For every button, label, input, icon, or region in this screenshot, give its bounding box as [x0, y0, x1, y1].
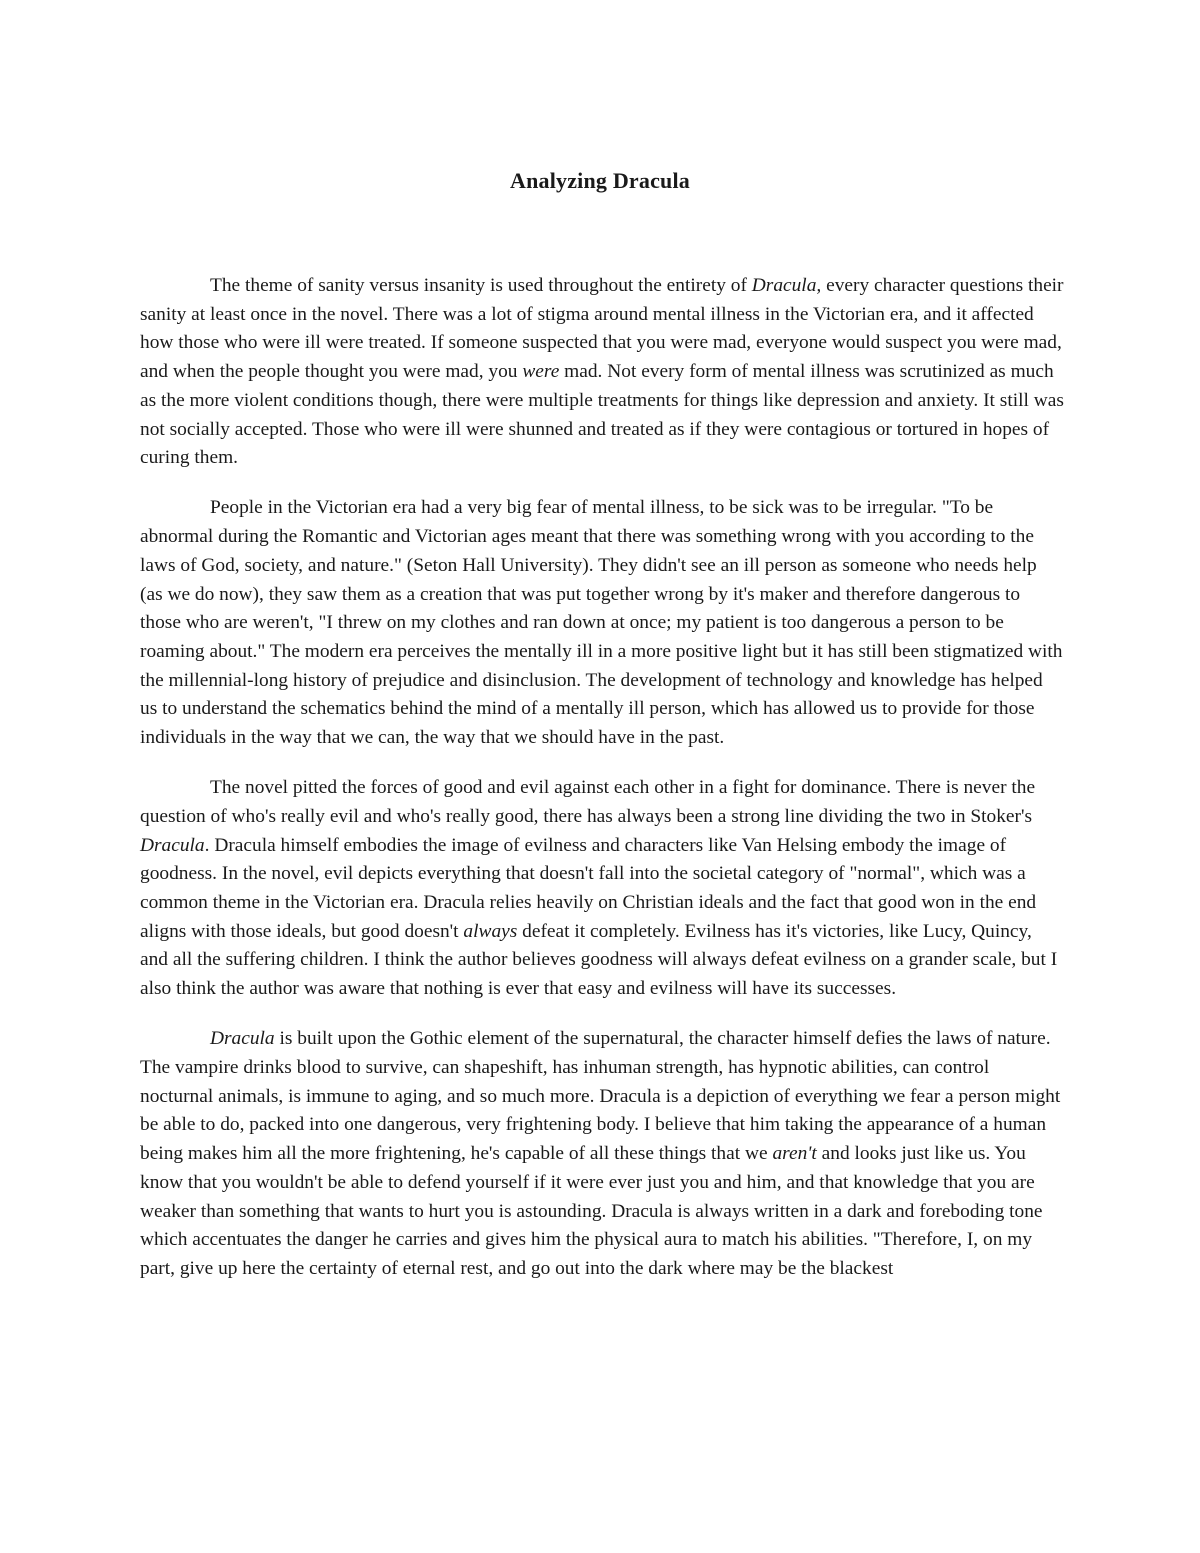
- text-run: and looks just like us. You know that you wouldn't be able to defend yourself if it were ever just you and him, and that knowledge that you are weaker than something that wants to hurt you is astounding. Dracula is always written in a dark and foreboding tone which accentuates the danger he carries and gives him the physical aura to match his abilities. "Therefore, I, on my part, give up here the certainty of eternal rest, and go out into the dark where may be the blackest: [140, 1143, 1043, 1279]
- paragraph-2: [140, 494, 1064, 752]
- paragraph-1: [140, 272, 1064, 473]
- text-run: every character questions their sanity at least once in the novel. There was a lot of stigma around mental illness in the Victorian era, and it affected how those who were ill were treated. If someone suspected that you were mad, everyone would suspect you were mad, and when the people thought you were mad, you: [140, 275, 1064, 383]
- italic-text-run: always: [463, 920, 518, 942]
- document-body: [140, 272, 1064, 1305]
- document-title: Analyzing Dracula: [509, 168, 690, 193]
- text-run: is built upon the Gothic element of the supernatural, the character himself defies the laws of nature. The vampire drinks blood to survive, can shapeshift, has inhuman strength, has hypnotic abilities, can control nocturnal animals, is immune to aging, and so much more. Dracula is a depiction of everything we fear a person might be able to do, packed into one dangerous, very frightening body. I believe that him taking the appearance of a human being makes him all the more frightening, he's capable of all these things that we: [140, 1028, 1061, 1165]
- italic-text-run: Dracula: [140, 834, 205, 856]
- italic-text-run: aren't: [772, 1143, 817, 1165]
- text-run: The novel pitted the forces of good and evil against each other in a fight for dominance. There is never the question of who's really evil and who's really good, there has always been a strong line dividing the two in Stoker's: [140, 777, 1036, 827]
- text-run: People in the Victorian era had a very big fear of mental illness, to be sick was to be irregular. "To be abnormal during the Romantic and Victorian ages meant that there was something wrong with you according to the laws of God, society, and nature." (Seton Hall University). They didn't see an ill person as someone who needs help (as we do now), they saw them as a creation that was put together wrong by it's maker and therefore dangerous to those who are weren't, "I threw on my clothes and ran down at once; my patient is too dangerous a person to be roaming about." The modern era perceives the mentally ill in a more positive light but it has still been stigmatized with the millennial-long history of prejudice and disinclusion. The development of technology and knowledge has helped us to understand the schematics behind the mind of a mentally ill person, which has allowed us to provide for those individuals in the way that we can, the way that we should have in the past.: [140, 497, 1063, 749]
- text-run: mad. Not every form of mental illness was scrutinized as much as the more violent conditions though, there were multiple treatments for things like depression and anxiety. It still was not socially accepted. Those who were ill were shunned and treated as if they were contagious or tortured in hopes of curing them.: [140, 361, 1064, 469]
- italic-text-run: were: [522, 361, 560, 383]
- text-run: defeat it completely. Evilness has it's victories, like Lucy, Quincy, and all the suffering children. I think the author believes goodness will always defeat evilness on a grander scale, but I also think the author was aware that nothing is ever that easy and evilness will have its successes.: [140, 920, 1058, 1000]
- text-run: The theme of sanity versus insanity is used throughout the entirety of: [210, 275, 752, 296]
- paragraph-4: [140, 1025, 1064, 1283]
- paragraph-3: [140, 774, 1064, 1004]
- text-run: . Dracula himself embodies the image of evilness and characters like Van Helsing embody the image of goodness. In the novel, evil depicts everything that doesn't fall into the societal category of "normal", which was a common theme in the Victorian era. Dracula relies heavily on Christian ideals and the fact that good won in the end aligns with those ideals, but good doesn't: [140, 834, 1037, 942]
- italic-text-run: Dracula: [210, 1028, 275, 1050]
- italic-text-run: Dracula,: [751, 275, 822, 296]
